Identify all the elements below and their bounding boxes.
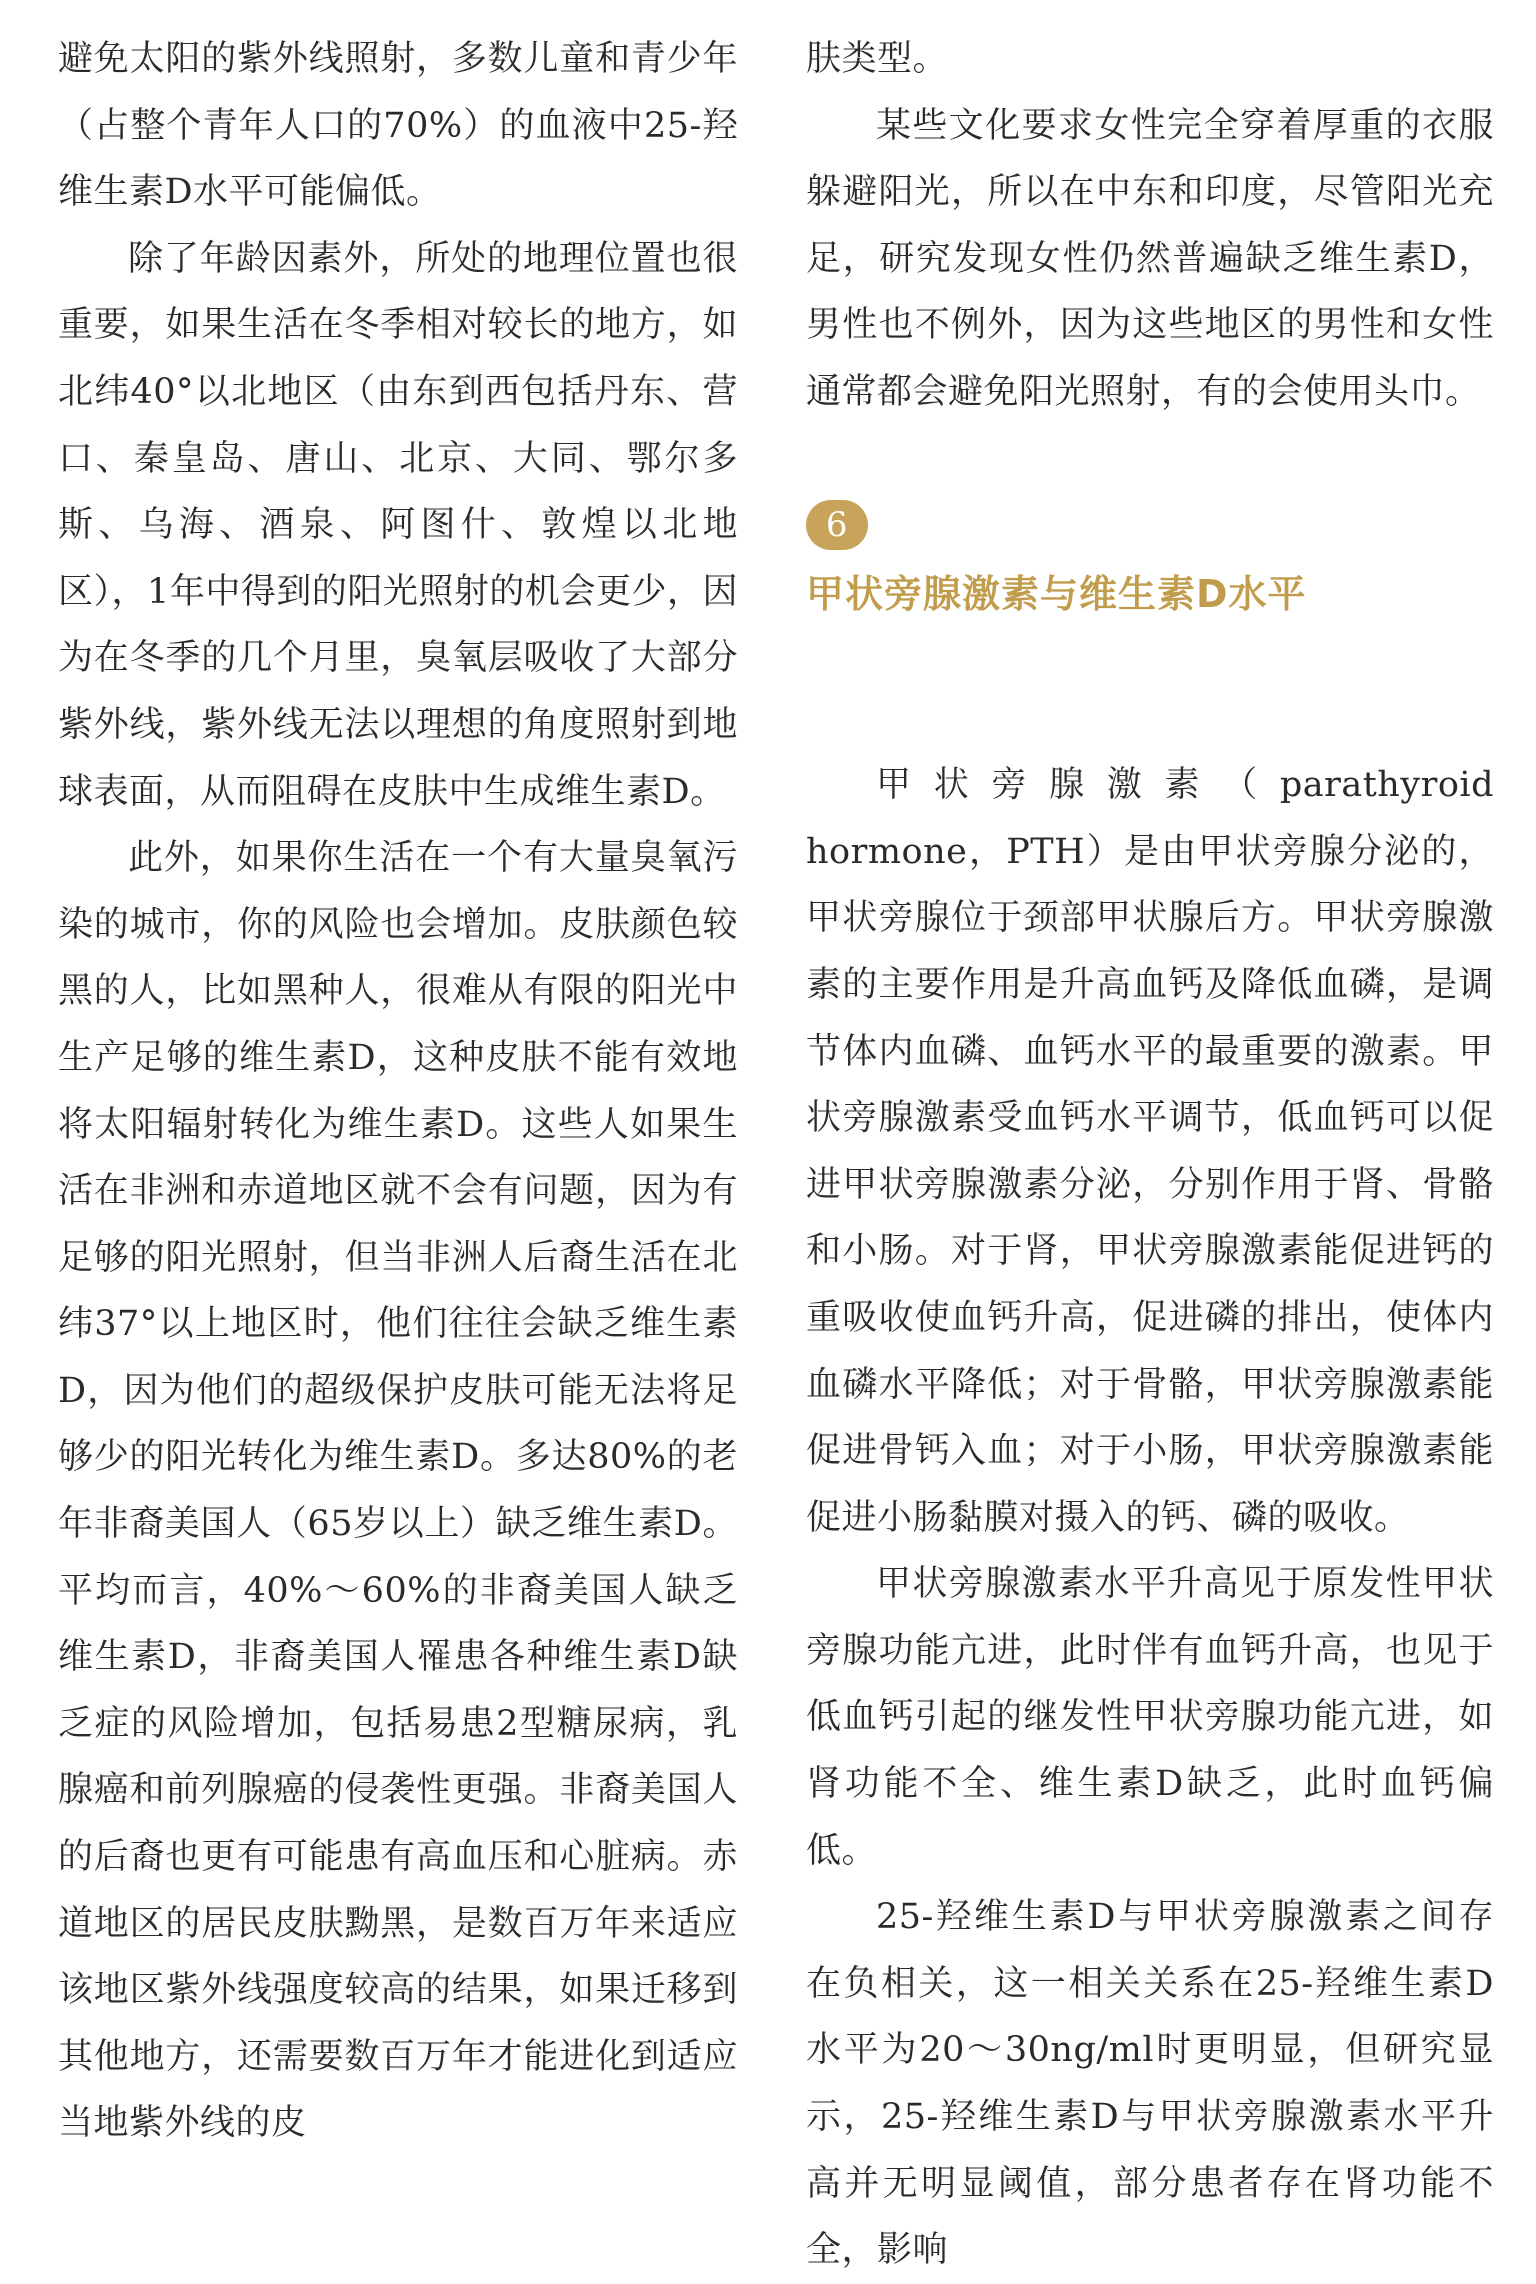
paragraph-continued: 避免太阳的紫外线照射，多数儿童和青少年（占整个青年人口的70%）的血液中25-羟维生素D水平可能偏低。 [58, 39, 738, 213]
section-heading [806, 492, 1494, 625]
section-number-badge: 6 [806, 500, 868, 550]
paragraph-skin-color: 此外，如果你生活在一个有大量臭氧污染的城市，你的风险也会增加。皮肤颜色较黑的人，比如黑种人，很难从有限的阳光中生产足够的维生素D，这种皮肤不能有效地将太阳辐射转化为维生素D。这些人如果生活在非洲和赤道地区就不会有问题，因为有足够的阳光照射，但当非洲人后裔生活在北纬37°以上地区时，他们往往会缺乏维生素D，因为他们的超级保护皮肤可能无法将足够少的阳光转化为维生素D。多达80%的老年非裔美国人（65岁以上）缺乏维生素D。平均而言，40%～60%的非裔美国人缺乏维生素D，非裔美国人罹患各种维生素D缺乏症的风险增加，包括易患2型糖尿病，乳腺癌和前列腺癌的侵袭性更强。非裔美国人的后裔也更有可能患有高血压和心脏病。赤道地区的居民皮肤黝黑，是数百万年来适应该地区紫外线强度较高的结果，如果迁移到其他地方，还需要数百万年才能进化到适应当地紫外线的皮 [58, 838, 738, 2144]
left-column [58, 26, 738, 2157]
paragraph-vitd-pth-correlation: 25-羟维生素D与甲状旁腺激素之间存在负相关，这一相关关系在25-羟维生素D水平为20～30ng/ml时更明显，但研究显示，25-羟维生素D与甲状旁腺激素水平升高并无明显阈值，部分患者存在肾功能不全，影响 [806, 1897, 1494, 2271]
right-column [806, 26, 1494, 2284]
paragraph-pth-definition: 甲状旁腺激素（parathyroid hormone，PTH）是由甲状旁腺分泌的，甲状旁腺位于颈部甲状腺后方。甲状旁腺激素的主要作用是升高血钙及降低血磷，是调节体内血磷、血钙水平的最重要的激素。甲状旁腺激素受血钙水平调节，低血钙可以促进甲状旁腺激素分泌，分别作用于肾、骨骼和小肠。对于肾，甲状旁腺激素能促进钙的重吸收使血钙升高，促进磷的排出，使体内血磷水平降低；对于骨骼，甲状旁腺激素能促进骨钙入血；对于小肠，甲状旁腺激素能促进小肠黏膜对摄入的钙、磷的吸收。 [806, 765, 1494, 1538]
paragraph-pth-elevation: 甲状旁腺激素水平升高见于原发性甲状旁腺功能亢进，此时伴有血钙升高，也见于低血钙引起的继发性甲状旁腺功能亢进，如肾功能不全、维生素D缺乏，此时血钙偏低。 [806, 1564, 1494, 1871]
paragraph-culture: 某些文化要求女性完全穿着厚重的衣服躲避阳光，所以在中东和印度，尽管阳光充足，研究发现女性仍然普遍缺乏维生素D，男性也不例外，因为这些地区的男性和女性通常都会避免阳光照射，有的会使用头巾。 [806, 105, 1494, 412]
paragraph-geography: 除了年龄因素外，所处的地理位置也很重要，如果生活在冬季相对较长的地方，如北纬40°以北地区（由东到西包括丹东、营口、秦皇岛、唐山、北京、大同、鄂尔多斯、乌海、酒泉、阿图什、敦煌以北地区），1年中得到的阳光照射的机会更少，因为在冬季的几个月里，臭氧层吸收了大部分紫外线，紫外线无法以理想的角度照射到地球表面，从而阻碍在皮肤中生成维生素D。 [58, 238, 738, 812]
paragraph-continued: 肤类型。 [806, 39, 949, 79]
section-title: 甲状旁腺激素与维生素D水平 [806, 572, 1307, 617]
section-spacer [806, 624, 1494, 752]
